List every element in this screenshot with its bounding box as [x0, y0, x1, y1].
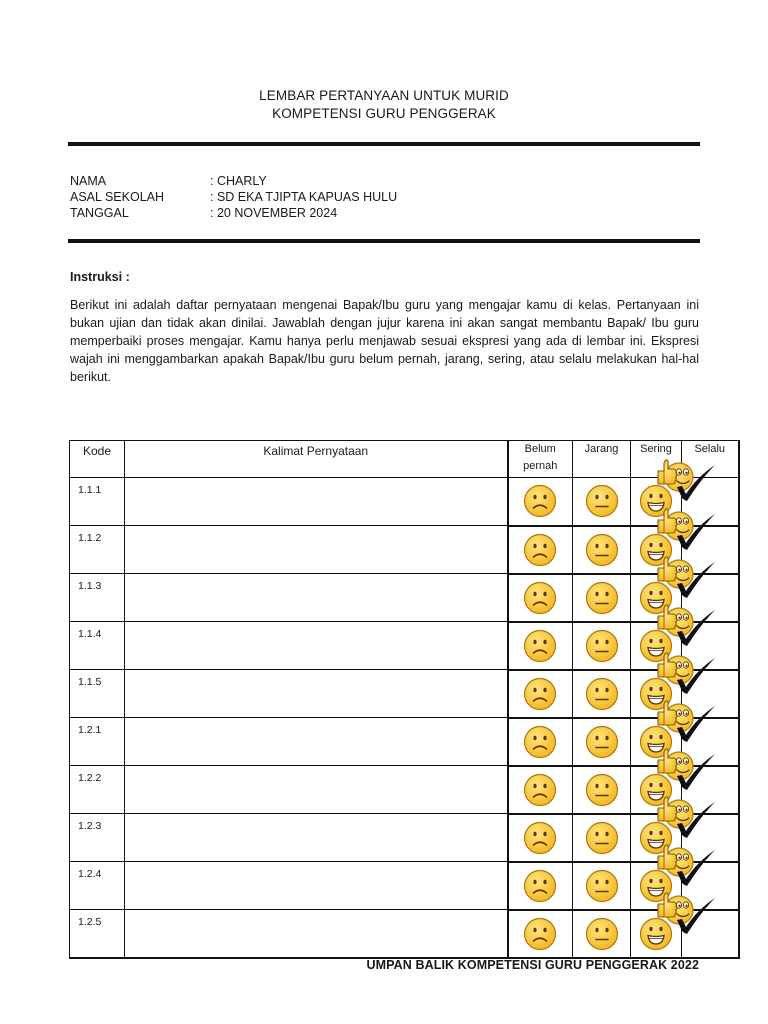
row-kode: 1.1.4	[70, 622, 125, 670]
row-pernyataan	[125, 862, 508, 910]
option-jarang[interactable]	[573, 718, 631, 766]
thumbs-up-face-icon[interactable]	[655, 457, 717, 503]
row-pernyataan	[125, 718, 508, 766]
identity-value: : SD EKA TJIPTA KAPUAS HULU	[210, 190, 398, 204]
neutral-face-icon[interactable]	[585, 533, 619, 567]
identity-label: ASAL SEKOLAH	[70, 190, 165, 204]
identity-value: : 20 NOVEMBER 2024	[210, 206, 338, 220]
option-belum-pernah[interactable]	[508, 910, 573, 959]
sad-face-icon[interactable]	[523, 581, 557, 615]
row-pernyataan	[125, 670, 508, 718]
header-sering: Sering	[631, 441, 682, 478]
thumbs-up-face-icon[interactable]	[655, 554, 717, 600]
row-kode: 1.2.1	[70, 718, 125, 766]
document-subtitle: KOMPETENSI GURU PENGGERAK	[272, 106, 496, 121]
sad-face-icon[interactable]	[523, 917, 557, 951]
option-belum-pernah[interactable]	[508, 766, 573, 814]
sad-face-icon[interactable]	[523, 869, 557, 903]
thumbs-up-face-icon[interactable]	[655, 506, 717, 552]
sad-face-icon[interactable]	[523, 677, 557, 711]
row-kode: 1.1.3	[70, 574, 125, 622]
header-kalimat: Kalimat Pernyataan	[125, 441, 508, 478]
header-kode: Kode	[70, 441, 125, 478]
row-kode: 1.1.2	[70, 526, 125, 574]
option-belum-pernah[interactable]	[508, 814, 573, 862]
thumbs-up-face-icon[interactable]	[655, 794, 717, 840]
neutral-face-icon[interactable]	[585, 484, 619, 518]
option-jarang[interactable]	[573, 910, 631, 959]
neutral-face-icon[interactable]	[585, 917, 619, 951]
row-pernyataan	[125, 814, 508, 862]
sad-face-icon[interactable]	[523, 533, 557, 567]
row-pernyataan	[125, 526, 508, 574]
row-kode: 1.2.4	[70, 862, 125, 910]
neutral-face-icon[interactable]	[585, 629, 619, 663]
sad-face-icon[interactable]	[523, 484, 557, 518]
table-row	[70, 862, 739, 910]
row-pernyataan	[125, 478, 508, 526]
thumbs-up-face-icon[interactable]	[655, 746, 717, 792]
row-kode: 1.2.2	[70, 766, 125, 814]
neutral-face-icon[interactable]	[585, 773, 619, 807]
option-belum-pernah[interactable]	[508, 574, 573, 622]
row-kode: 1.1.5	[70, 670, 125, 718]
option-jarang[interactable]	[573, 478, 631, 526]
thumbs-up-face-icon[interactable]	[655, 842, 717, 888]
table-row	[70, 670, 739, 718]
option-selalu[interactable]	[682, 910, 739, 959]
option-jarang[interactable]	[573, 526, 631, 574]
option-belum-pernah[interactable]	[508, 862, 573, 910]
row-kode: 1.1.1	[70, 478, 125, 526]
table-header-row	[70, 441, 739, 478]
instructions-heading: Instruksi :	[70, 270, 130, 284]
sad-face-icon[interactable]	[523, 725, 557, 759]
document-title: LEMBAR PERTANYAAN UNTUK MURID	[259, 88, 509, 103]
option-jarang[interactable]	[573, 574, 631, 622]
table-row	[70, 910, 739, 959]
option-belum-pernah[interactable]	[508, 478, 573, 526]
neutral-face-icon[interactable]	[585, 677, 619, 711]
option-belum-pernah[interactable]	[508, 526, 573, 574]
top-divider	[68, 142, 700, 146]
table-row	[70, 814, 739, 862]
option-jarang[interactable]	[573, 766, 631, 814]
neutral-face-icon[interactable]	[585, 725, 619, 759]
survey-table	[69, 440, 740, 959]
option-belum-pernah[interactable]	[508, 670, 573, 718]
table-row	[70, 718, 739, 766]
table-row	[70, 574, 739, 622]
neutral-face-icon[interactable]	[585, 581, 619, 615]
row-kode: 1.2.3	[70, 814, 125, 862]
identity-label: NAMA	[70, 174, 107, 188]
table-row	[70, 766, 739, 814]
option-jarang[interactable]	[573, 814, 631, 862]
bottom-divider	[68, 239, 700, 243]
instructions-body: Berikut ini adalah daftar pernyataan mengenai Bapak/Ibu guru yang mengajar kamu di kelas. Pertanyaan ini bukan ujian dan tidak akan dinilai. Jawablah dengan jujur karena ini akan sangat membantu Bapak/ Ibu guru memperbaiki proses mengajar. Kamu hanya perlu menjawab sesuai ekspresi yang ada di lembar ini. Ekspresi wajah ini menggambarkan apakah Bapak/Ibu guru belum pernah, jarang, sering, atau selalu melakukan hal-hal berikut.	[70, 298, 699, 384]
identity-value: : CHARLY	[210, 174, 267, 188]
thumbs-up-face-icon[interactable]	[655, 698, 717, 744]
row-pernyataan	[125, 766, 508, 814]
table-row	[70, 622, 739, 670]
neutral-face-icon[interactable]	[585, 869, 619, 903]
header-jarang: Jarang	[573, 441, 631, 478]
header-selalu: Selalu	[682, 441, 739, 478]
table-row	[70, 526, 739, 574]
row-pernyataan	[125, 574, 508, 622]
option-jarang[interactable]	[573, 670, 631, 718]
thumbs-up-face-icon[interactable]	[655, 890, 717, 936]
thumbs-up-face-icon[interactable]	[655, 650, 717, 696]
option-jarang[interactable]	[573, 862, 631, 910]
sad-face-icon[interactable]	[523, 629, 557, 663]
sad-face-icon[interactable]	[523, 821, 557, 855]
thumbs-up-face-icon[interactable]	[655, 602, 717, 648]
option-jarang[interactable]	[573, 622, 631, 670]
table-row	[70, 478, 739, 526]
row-pernyataan	[125, 910, 508, 959]
row-kode: 1.2.5	[70, 910, 125, 959]
row-pernyataan	[125, 622, 508, 670]
footer-text: UMPAN BALIK KOMPETENSI GURU PENGGERAK 2022	[366, 958, 699, 972]
sad-face-icon[interactable]	[523, 773, 557, 807]
neutral-face-icon[interactable]	[585, 821, 619, 855]
option-belum-pernah[interactable]	[508, 718, 573, 766]
option-belum-pernah[interactable]	[508, 622, 573, 670]
header-belum-pernah: Belum pernah	[508, 441, 573, 478]
identity-label: TANGGAL	[70, 206, 129, 220]
